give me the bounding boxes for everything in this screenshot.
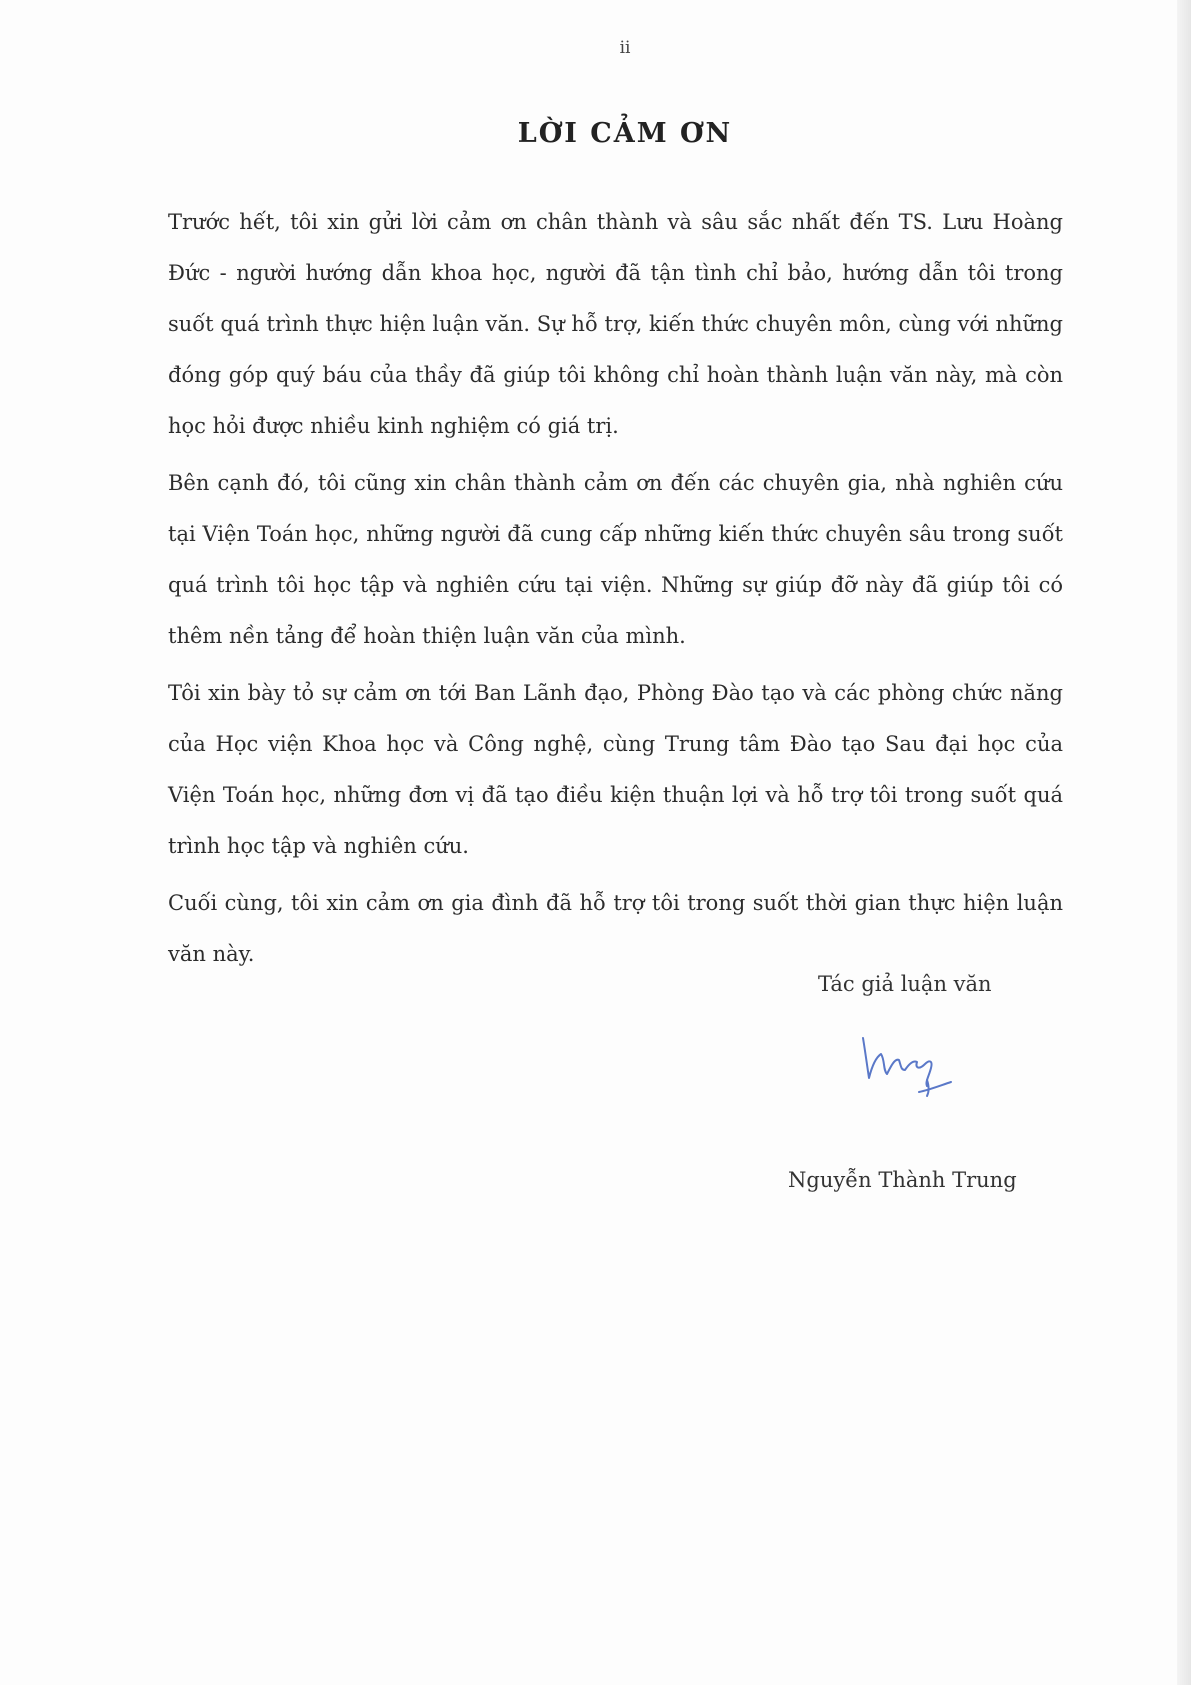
paragraph-1: Trước hết, tôi xin gửi lời cảm ơn chân thành và sâu sắc nhất đến TS. Lưu Hoàng Đức - người hướng dẫn khoa học, người đã tận tình chỉ bảo, hướng dẫn tôi trong suốt quá trình thực hiện luận văn. Sự hỗ trợ, kiến thức chuyên môn, cùng với những đóng góp quý báu của thầy đã giúp tôi không chỉ hoàn thành luận văn này, mà còn học hỏi được nhiều kinh nghiệm có giá trị. <box>168 210 1063 438</box>
paragraph-3: Tôi xin bày tỏ sự cảm ơn tới Ban Lãnh đạo, Phòng Đào tạo và các phòng chức năng của Học viện Khoa học và Công nghệ, cùng Trung tâm Đào tạo Sau đại học của Viện Toán học, những đơn vị đã tạo điều kiện thuận lợi và hỗ trợ tôi trong suốt quá trình học tập và nghiên cứu. <box>168 681 1063 858</box>
page-number: ii <box>619 38 631 58</box>
handwritten-signature <box>855 1030 965 1100</box>
author-name: Nguyễn Thành Trung <box>788 1168 1017 1192</box>
paragraph-2: Bên cạnh đó, tôi cũng xin chân thành cảm ơn đến các chuyên gia, nhà nghiên cứu tại Viện Toán học, những người đã cung cấp những kiến thức chuyên sâu trong suốt quá trình tôi học tập và nghiên cứu tại viện. Những sự giúp đỡ này đã giúp tôi có thêm nền tảng để hoàn thiện luận văn của mình. <box>168 471 1063 648</box>
author-label: Tác giả luận văn <box>818 972 992 996</box>
signature-stroke-tail <box>919 1082 951 1092</box>
signature-stroke-main <box>863 1038 932 1086</box>
signature-stroke-hook <box>927 1080 929 1096</box>
paragraph-4: Cuối cùng, tôi xin cảm ơn gia đình đã hỗ trợ tôi trong suốt thời gian thực hiện luận văn này. <box>168 891 1063 966</box>
page-title: LỜI CẢM ƠN <box>517 118 733 149</box>
acknowledgement-body <box>168 197 1063 986</box>
page-edge-shadow <box>1177 0 1191 1685</box>
